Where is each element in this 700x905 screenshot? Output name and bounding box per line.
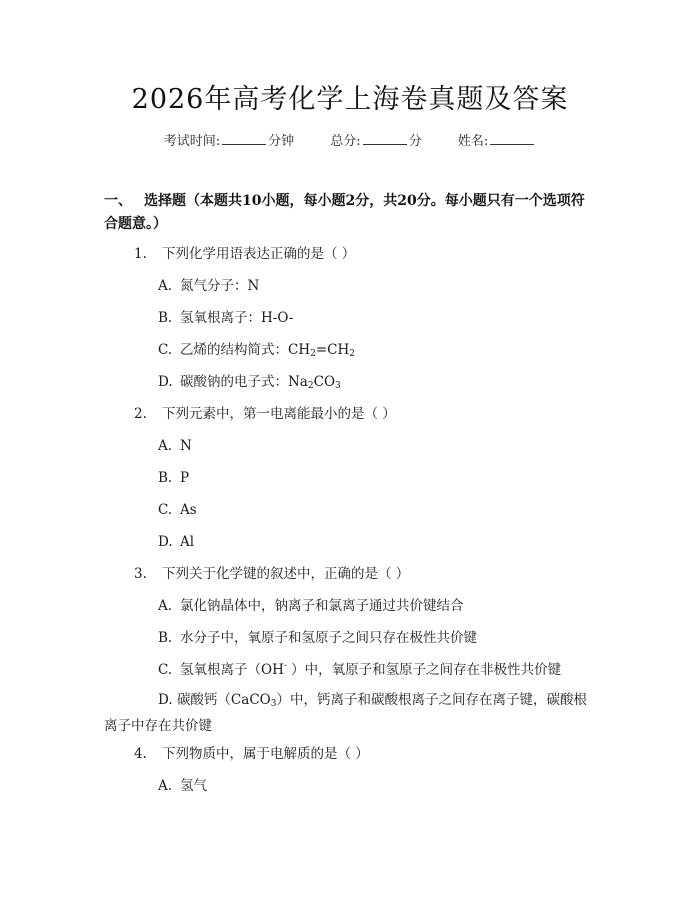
- option-text: 氯化钠晶体中，钠离子和氯离子通过共价键结合: [180, 598, 464, 614]
- subscript: 2: [349, 349, 355, 359]
- option-text: 氢氧根离子：H-O-: [180, 310, 294, 326]
- name-field: [458, 132, 536, 151]
- option-text-cont: ）中，氧原子和氢原子之间存在非极性共价键: [286, 662, 562, 678]
- subscript: 3: [335, 381, 341, 391]
- option-label: C.: [158, 342, 173, 358]
- question-3-option-c: [158, 660, 561, 680]
- option-label: A.: [158, 278, 173, 294]
- option-text: N: [180, 438, 192, 454]
- option-text: As: [180, 502, 197, 518]
- question-number: 2.: [134, 406, 147, 422]
- question-1-option-a: [158, 276, 259, 296]
- subscript: 2: [307, 381, 314, 391]
- option-text: 水分子中，氧原子和氢原子之间只存在极性共价键: [180, 630, 477, 646]
- question-3-option-a: [158, 596, 464, 616]
- exam-time-field: [164, 132, 294, 151]
- option-label: C.: [158, 662, 173, 678]
- question-3-option-d: [104, 687, 598, 739]
- question-1-option-b: [158, 308, 293, 328]
- option-text-cont: ）中，钙离子和碳酸根离子之间存在离子键，碳酸根离子中存在共价键: [104, 692, 587, 734]
- question-4-option-a: [158, 776, 207, 796]
- question-text: 下列元素中，第一电离能最小的是（ ）: [162, 406, 396, 422]
- option-text-cont: CO: [313, 374, 336, 390]
- section-text: 选择题（本题共10小题，每小题2分，共20分。每小题只有一个选项符合题意。）: [104, 193, 585, 232]
- total-score-unit: 分: [408, 134, 422, 149]
- question-number: 4.: [134, 746, 147, 762]
- option-label: B.: [158, 310, 173, 326]
- exam-time-label: 考试时间:: [163, 134, 221, 149]
- question-number: 1.: [134, 246, 147, 262]
- option-label: D.: [158, 534, 173, 550]
- section-heading: [104, 190, 598, 236]
- name-label: 姓名:: [457, 134, 489, 149]
- question-4-stem: [134, 744, 369, 764]
- option-label: B.: [158, 630, 173, 646]
- question-1-option-d: [158, 372, 341, 392]
- option-label: C.: [158, 502, 173, 518]
- option-text: Al: [180, 534, 195, 550]
- question-3-option-b: [158, 628, 477, 648]
- option-text: P: [180, 470, 190, 486]
- option-text: 氮气分子：N: [180, 278, 260, 294]
- subscript: 2: [310, 349, 316, 359]
- question-2-option-b: [158, 468, 189, 488]
- option-text: 碳酸钙（CaCO: [176, 692, 271, 708]
- total-score-field: [330, 132, 421, 151]
- option-text-cont: =CH: [315, 342, 350, 358]
- option-label: A.: [158, 778, 173, 794]
- exam-info-line: [0, 132, 700, 151]
- exam-time-blank: [222, 132, 266, 145]
- option-label: D.: [158, 692, 173, 708]
- question-2-option-c: [158, 500, 197, 520]
- option-text: 碳酸钠的电子式：Na: [180, 374, 308, 390]
- question-text: 下列化学用语表达正确的是（ ）: [162, 246, 356, 262]
- question-2-stem: [134, 404, 396, 424]
- option-text: 氢氧根离子（OH: [180, 662, 284, 678]
- total-score-blank: [363, 132, 407, 145]
- option-label: B.: [158, 470, 173, 486]
- subscript: 3: [270, 699, 277, 709]
- question-3-stem: [134, 564, 409, 584]
- section-number: 一、: [104, 193, 132, 209]
- name-blank: [490, 132, 534, 145]
- page-title: 2026年高考化学上海卷真题及答案: [131, 84, 569, 115]
- option-label: A.: [158, 598, 173, 614]
- question-2-option-a: [158, 436, 192, 456]
- option-label: A.: [158, 438, 173, 454]
- question-text: 下列物质中，属于电解质的是（ ）: [162, 746, 369, 762]
- total-score-label: 总分:: [330, 134, 361, 149]
- superscript: -: [283, 661, 287, 671]
- option-text: 氢气: [180, 778, 207, 794]
- option-text: 乙烯的结构简式：CH: [180, 342, 311, 358]
- question-1-option-c: [158, 340, 355, 360]
- option-label: D.: [158, 374, 173, 390]
- exam-time-unit: 分钟: [268, 134, 295, 149]
- question-text: 下列关于化学键的叙述中，正确的是（ ）: [162, 566, 410, 582]
- question-number: 3.: [134, 566, 147, 582]
- question-2-option-d: [158, 532, 194, 552]
- question-1-stem: [134, 244, 355, 264]
